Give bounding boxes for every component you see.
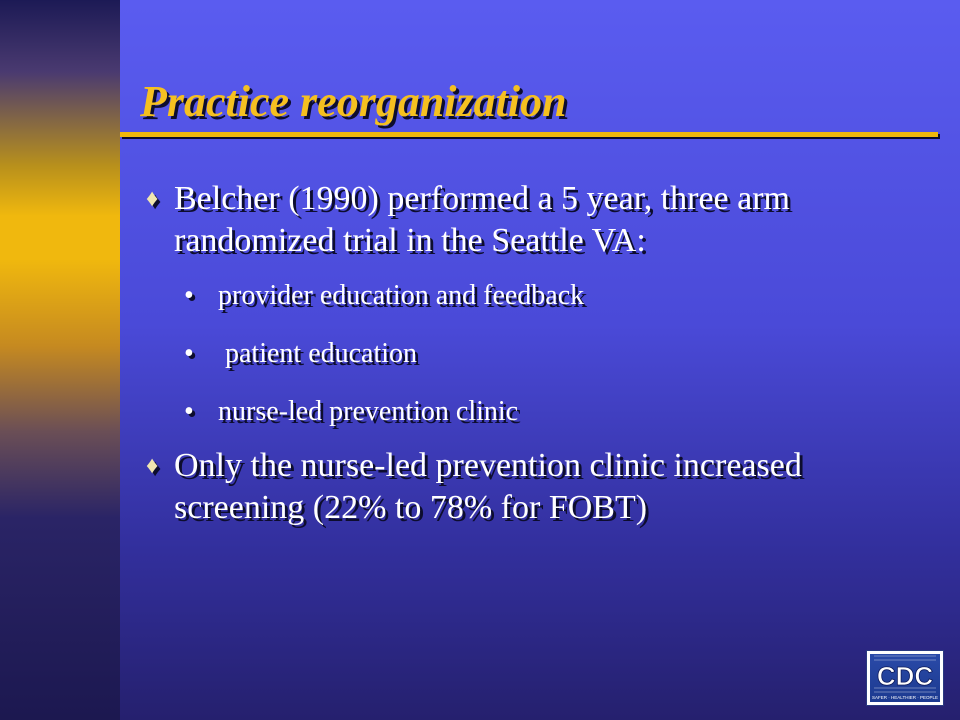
logo-text: CDC	[876, 661, 934, 691]
sub-bullet-text: nurse-led prevention clinic	[218, 396, 519, 427]
cdc-logo	[866, 650, 944, 706]
sub-bullet-text: patient education	[218, 338, 418, 369]
sub-bullet-dot-icon: •	[184, 396, 194, 427]
sub-bullet-item	[146, 337, 906, 371]
cdc-logo-icon	[870, 654, 940, 702]
slide-title: Practice reorganization	[140, 77, 567, 126]
sub-bullet-dot-icon: •	[184, 338, 194, 369]
diamond-bullet-icon: ♦	[146, 186, 159, 212]
cdc-logo-mark	[870, 654, 940, 702]
sidebar-gradient	[0, 0, 120, 720]
diamond-bullet-icon: ♦	[146, 453, 159, 479]
bullet-text: Only the nurse-led prevention clinic increased screening (22% to 78% for FOBT)	[174, 447, 802, 526]
bullet-item	[146, 178, 906, 262]
bullet-item	[146, 445, 906, 529]
sub-bullet-text: provider education and feedback	[218, 280, 585, 311]
title-underline	[120, 132, 938, 137]
slide-content	[146, 178, 906, 529]
sub-bullet-dot-icon: •	[184, 280, 194, 311]
sub-bullet-item	[146, 279, 906, 313]
logo-tagline: SAFER · HEALTHIER · PEOPLE	[872, 695, 938, 700]
sub-bullet-list	[146, 279, 906, 429]
bullet-text: Belcher (1990) performed a 5 year, three arm randomized trial in the Seattle VA:	[174, 180, 791, 259]
sub-bullet-item	[146, 395, 906, 429]
